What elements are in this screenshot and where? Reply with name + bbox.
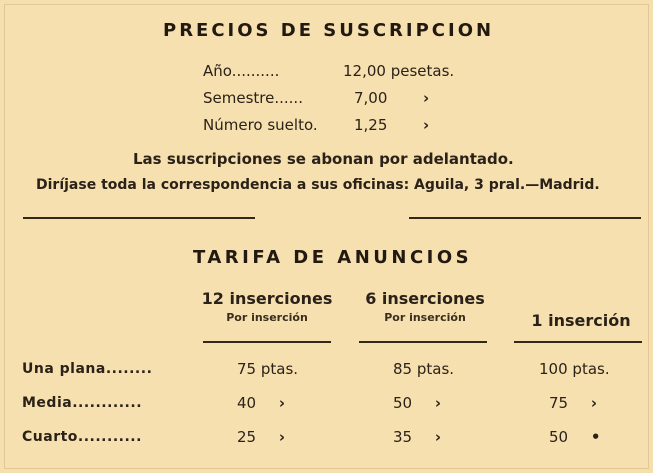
cell-unit: ptas. — [260, 360, 299, 378]
document-page — [4, 4, 649, 469]
cell-value: 75 — [237, 360, 257, 378]
note-advance-payment: Las suscripciones se abonan por adelantado. — [133, 150, 514, 168]
col-rule-1 — [514, 341, 642, 343]
col-head-12: 12 inserciones — [201, 289, 333, 308]
cell-full-page-6 — [393, 360, 454, 378]
cell-unit: ptas. — [416, 360, 455, 378]
cell-full-page-12 — [237, 360, 298, 378]
row-label-quarter-page: Cuarto........... — [22, 429, 142, 445]
cell-half-page-12 — [237, 394, 285, 412]
row-label-full-page: Una plana........ — [22, 361, 153, 377]
price-ditto-single: › — [423, 116, 430, 134]
cell-value: 40 — [237, 394, 257, 412]
col-sub-6: Por inserción — [384, 311, 466, 324]
cell-half-page-6 — [393, 394, 441, 412]
cell-unit: › — [434, 428, 442, 446]
price-label-single: Número suelto. — [203, 116, 318, 134]
price-ditto-semester: › — [423, 89, 430, 107]
cell-quarter-page-1 — [549, 428, 600, 446]
cell-quarter-page-6 — [393, 428, 441, 446]
cell-value: 25 — [237, 428, 257, 446]
col-head-6: 6 inserciones — [365, 289, 485, 308]
divider-right — [409, 217, 641, 219]
cell-unit: • — [590, 428, 601, 446]
row-label-half-page: Media............ — [22, 395, 143, 411]
price-label-year: Año.......... — [203, 62, 280, 80]
cell-value: 75 — [549, 394, 569, 412]
cell-value: 100 — [539, 360, 568, 378]
cell-unit: › — [278, 394, 286, 412]
subscription-title: PRECIOS DE SUSCRIPCION — [163, 20, 495, 41]
col-rule-6 — [359, 341, 487, 343]
cell-unit: › — [278, 428, 286, 446]
price-value-semester: 7,00 — [354, 89, 388, 107]
cell-unit: › — [434, 394, 442, 412]
ads-title: TARIFA DE ANUNCIOS — [193, 247, 473, 268]
cell-value: 85 — [393, 360, 413, 378]
cell-unit: ptas. — [572, 360, 610, 378]
cell-full-page-1 — [539, 360, 610, 378]
note-correspondence: Diríjase toda la correspondencia a sus oficinas: Aguila, 3 pral.—Madrid. — [36, 177, 600, 193]
cell-half-page-1 — [549, 394, 597, 412]
price-value-single: 1,25 — [354, 116, 388, 134]
cell-quarter-page-12 — [237, 428, 285, 446]
price-label-semester: Semestre...... — [203, 89, 303, 107]
divider-left — [23, 217, 255, 219]
cell-value: 50 — [549, 428, 569, 446]
col-rule-12 — [203, 341, 331, 343]
cell-unit: › — [590, 394, 598, 412]
col-head-1: 1 inserción — [531, 311, 631, 330]
price-value-year: 12,00 pesetas. — [343, 62, 455, 80]
cell-value: 35 — [393, 428, 413, 446]
col-sub-12: Por inserción — [226, 311, 308, 324]
cell-value: 50 — [393, 394, 413, 412]
